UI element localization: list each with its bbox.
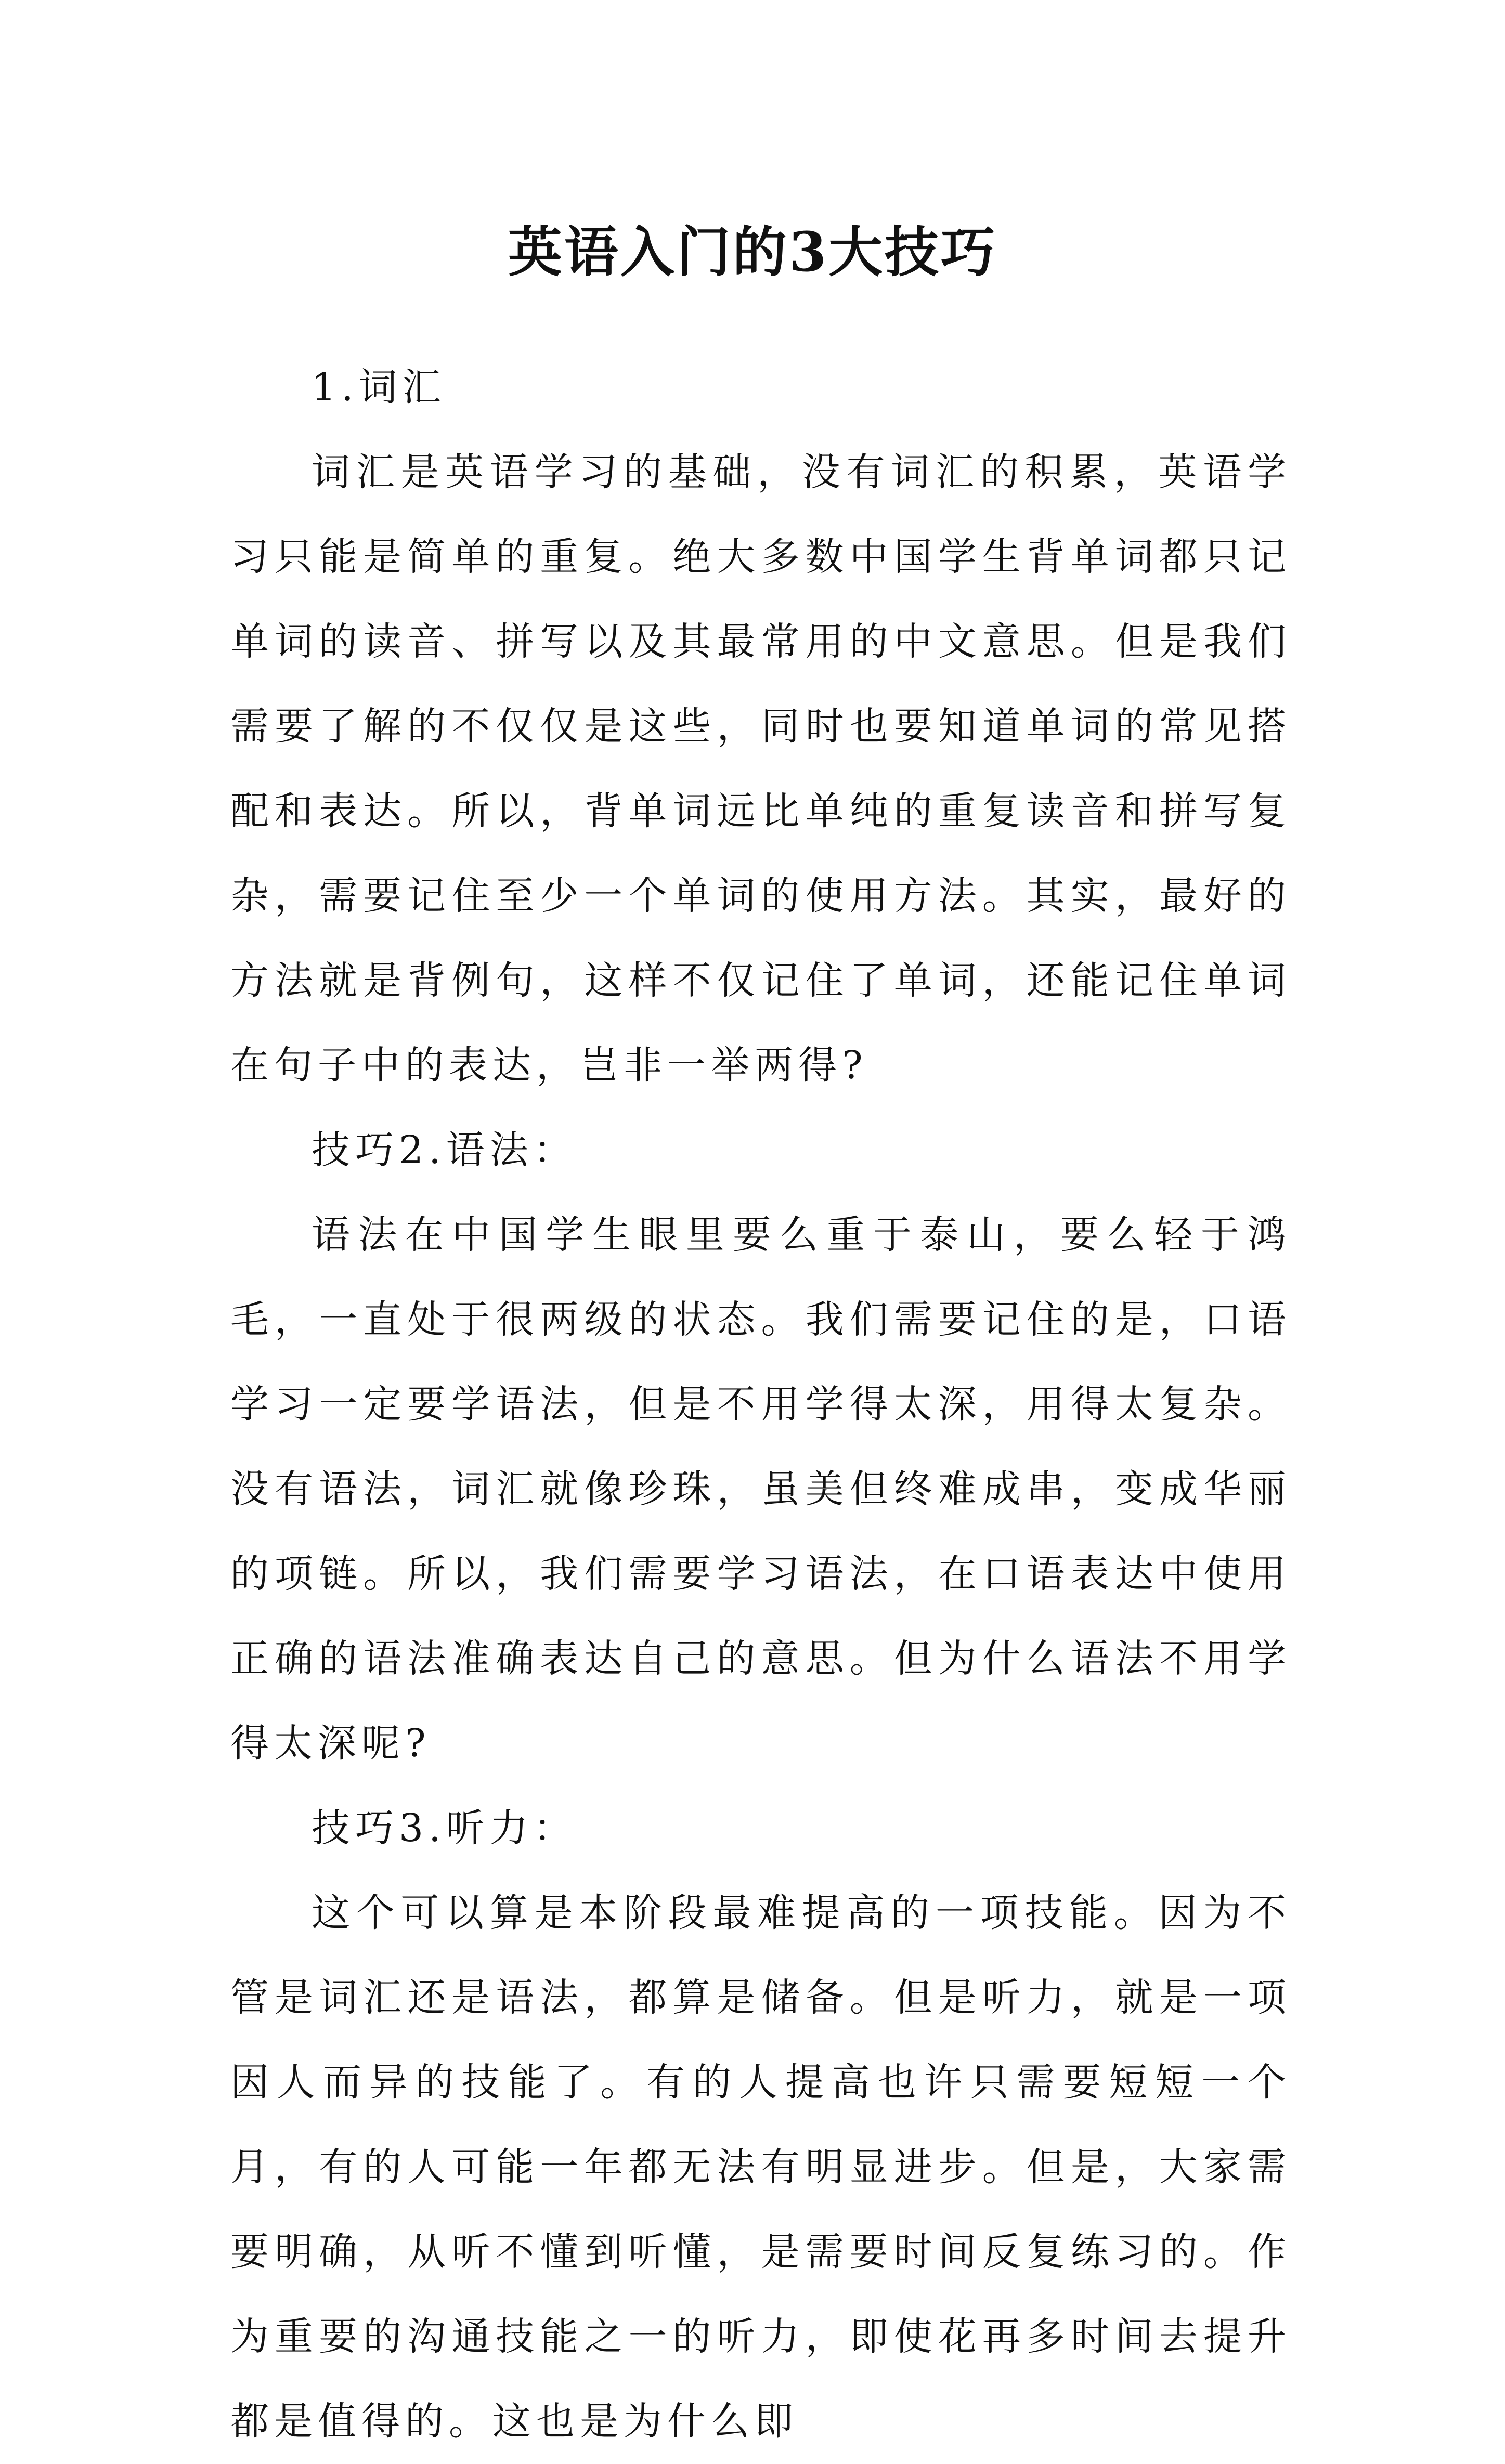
paragraph-grammar: 语法在中国学生眼里要么重于泰山，要么轻于鸿毛，一直处于很两级的状态。我们需要记住的是，口语学习一定要学语法，但是不用学得太深，用得太复杂。没有语法，词汇就像珍珠，虽美但终难成串，变成华丽的项链。所以，我们需要学习语法，在口语表达中使用正确的语法准确表达自己的意思。但为什么语法不用学得太深呢? xyxy=(230,1213,1291,1766)
document-body xyxy=(230,345,1291,2464)
paragraph-vocabulary: 词汇是英语学习的基础，没有词汇的积累，英语学习只能是简单的重复。绝大多数中国学生背单词都只记单词的读音、拼写以及其最常用的中文意思。但是我们需要了解的不仅仅是这些，同时也要知道单词的常见搭配和表达。所以，背单词远比单纯的重复读音和拼写复杂，需要记住至少一个单词的使用方法。其实，最好的方法就是背例句，这样不仅记住了单词，还能记住单词在句子中的表达，岂非一举两得? xyxy=(230,450,1291,1088)
paragraph-listening: 这个可以算是本阶段最难提高的一项技能。因为不管是词汇还是语法，都算是储备。但是听力，就是一项因人而异的技能了。有的人提高也许只需要短短一个月，有的人可能一年都无法有明显进步。但是，大家需要明确，从听不懂到听懂，是需要时间反复练习的。作为重要的沟通技能之一的听力，即使花再多时间去提升都是值得的。这也是为什么即 xyxy=(230,1891,1291,2444)
heading-listening: 技巧3.听力： xyxy=(312,1806,577,1850)
heading-vocabulary: 1.词汇 xyxy=(312,365,446,410)
document-title: 英语入门的3大技巧 xyxy=(508,219,997,284)
heading-grammar: 技巧2.语法： xyxy=(312,1128,577,1172)
